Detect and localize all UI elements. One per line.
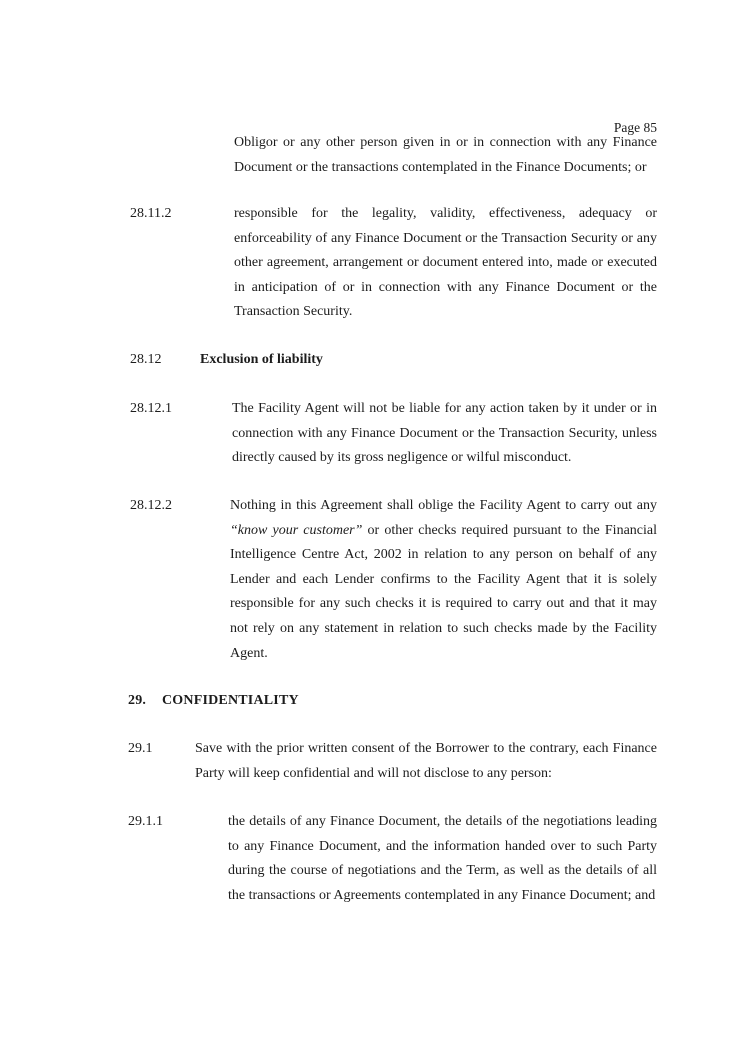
clause-number-28-11-2: 28.11.2 bbox=[130, 206, 172, 221]
clause-text-28-12-2-part-1: Nothing in this Agreement shall oblige the Facility Agent to carry out any bbox=[230, 498, 657, 513]
clause-text-28-12-2-part-2: or other checks required pursuant to the Financial Intelligence Centre Act, 2002 in relation to any person on behalf of any Lender and each Lender confirms to the Facility Agent that it is solely responsible for any such checks it is required to carry out and that it may not rely on any statement in relation to such checks made by the Facility Agent. bbox=[230, 522, 657, 661]
clause-text-29-1: Save with the prior written consent of the Borrower to the contrary, each Finance Party will keep confidential and will not disclose to any person: bbox=[195, 741, 657, 781]
clause-text-28-12-2 bbox=[230, 494, 657, 666]
page-number: Page 85 bbox=[613, 120, 657, 135]
clause-number-29-1-1: 29.1.1 bbox=[128, 814, 163, 829]
clause-number-28-12: 28.12 bbox=[130, 352, 162, 367]
section-heading-29: CONFIDENTIALITY bbox=[162, 693, 299, 708]
know-your-customer-term: “know your customer” bbox=[230, 522, 363, 538]
continuation-paragraph: Obligor or any other person given in or in connection with any Finance Document or the transactions contemplated in the Finance Documents; or bbox=[234, 135, 657, 175]
clause-text-28-12-1: The Facility Agent will not be liable for any action taken by it under or in connection with any Finance Document or the Transaction Security, unless directly caused by its gross negligence or wilful misconduct. bbox=[232, 401, 657, 466]
clause-number-28-12-2: 28.12.2 bbox=[130, 498, 172, 513]
clause-text-28-11-2: responsible for the legality, validity, effectiveness, adequacy or enforceability of any Finance Document or the Transaction Security or any other agreement, arrangement or document entered into, made or executed in anticipation of or in connection with any Finance Document or the Transaction Security. bbox=[234, 206, 657, 320]
clause-heading-28-12: Exclusion of liability bbox=[200, 352, 323, 367]
clause-text-29-1-1: the details of any Finance Document, the details of the negotiations leading to any Finance Document, and the information handed over to such Party during the course of negotiations and the Term, as well as the details of all the transactions or Agreements contemplated in any Finance Document; and bbox=[228, 814, 657, 903]
section-number-29: 29. bbox=[128, 693, 147, 708]
clause-number-28-12-1: 28.12.1 bbox=[130, 401, 172, 416]
clause-number-29-1: 29.1 bbox=[128, 741, 153, 756]
